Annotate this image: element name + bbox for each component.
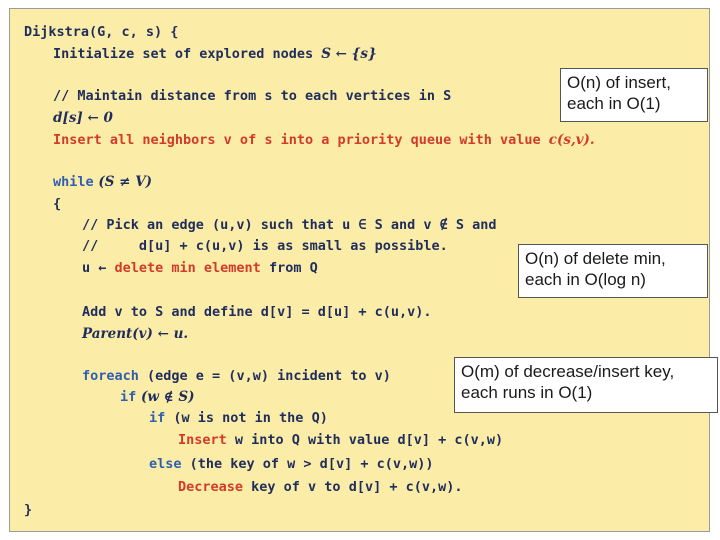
else-rest: (the key of w > d[v] + c(v,w)) <box>181 456 434 472</box>
from-q-text: from Q <box>260 260 318 276</box>
parent-line <box>82 325 188 343</box>
delete-min-text: delete min element <box>114 260 261 276</box>
insert-keyword: Insert <box>178 432 227 448</box>
if2-line <box>149 409 328 427</box>
while-cond: (S ≠ V) <box>93 174 153 190</box>
comment-pick-2: // d[u] + c(u,v) is as small as possible. <box>82 238 448 254</box>
note-delete-min-line1: O(n) of delete min, <box>525 249 666 268</box>
ds-text: d[s] ← 0 <box>53 110 113 126</box>
note-insert-line2: each in O(1) <box>567 94 661 113</box>
note-decrease-key-line1: O(m) of decrease/insert key, <box>461 362 675 381</box>
close-brace: } <box>24 502 33 518</box>
comment-pick-1: // Pick an edge (u,v) such that u ∈ S and v ∉ S and <box>82 217 497 233</box>
u-assign: u ← <box>82 260 115 276</box>
else-line <box>149 455 433 473</box>
if-keyword: if <box>120 389 137 405</box>
u-assign-line <box>82 259 318 277</box>
while-keyword: while <box>53 174 94 190</box>
insert-rest: w into Q with value d[v] + c(v,w) <box>226 432 504 448</box>
init-line <box>53 45 377 63</box>
foreach-rest: (edge e = (v,w) incident to v) <box>138 368 391 384</box>
add-v-line: Add v to S and define d[v] = d[u] + c(u,v). <box>82 304 432 320</box>
header-line: Dijkstra(G, c, s) { <box>24 24 179 40</box>
foreach-line <box>82 367 391 385</box>
insert-line <box>178 431 503 449</box>
ds-line <box>53 109 113 127</box>
else-keyword: else <box>149 456 182 472</box>
parent-text: Parent(v) ← u. <box>82 326 189 342</box>
note-insert <box>560 68 708 122</box>
while-line <box>53 173 152 191</box>
insert-neighbors-math: c(s,v). <box>548 132 595 148</box>
open-brace: { <box>53 196 62 212</box>
note-decrease-key <box>454 357 718 413</box>
foreach-keyword: foreach <box>82 368 139 384</box>
comment-maintain: // Maintain distance from s to each vertices in S <box>53 88 452 104</box>
note-delete-min <box>518 244 708 298</box>
decrease-line <box>178 478 462 496</box>
insert-neighbors-line <box>53 131 595 149</box>
note-insert-line1: O(n) of insert, <box>567 73 671 92</box>
decrease-keyword: Decrease <box>178 479 244 495</box>
note-delete-min-line2: each in O(log n) <box>525 270 646 289</box>
if-line <box>120 388 195 406</box>
init-text: Initialize set of explored nodes <box>53 46 322 62</box>
decrease-rest: key of v to d[v] + c(v,w). <box>243 479 463 495</box>
if2-cond: (w is not in the Q) <box>165 410 328 426</box>
note-decrease-key-line2: each runs in O(1) <box>461 383 593 402</box>
if2-keyword: if <box>149 410 166 426</box>
init-math: S ← {s} <box>321 46 377 62</box>
insert-neighbors-text: Insert all neighbors v of s into a priority queue with value <box>53 132 549 148</box>
if-cond: (w ∉ S) <box>136 389 195 405</box>
